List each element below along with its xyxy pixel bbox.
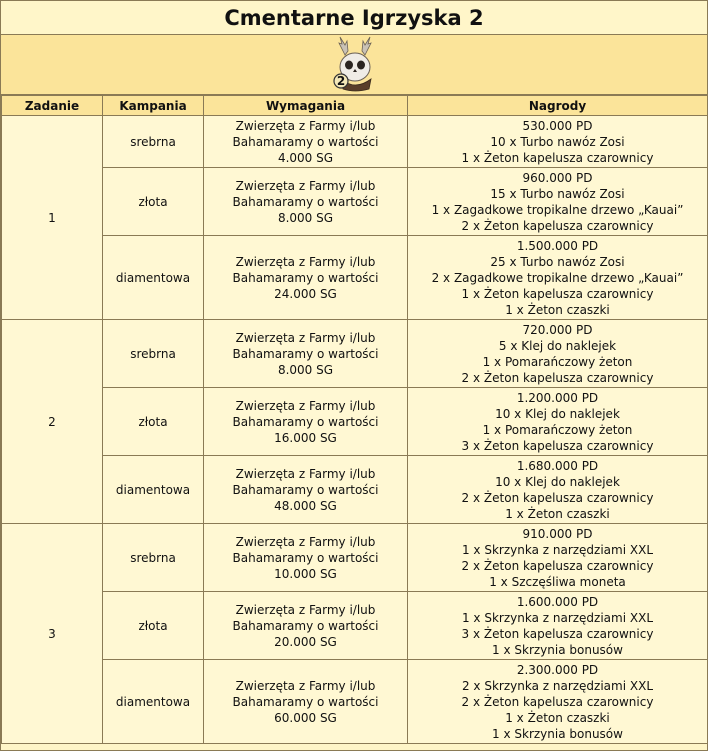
rewards-cell	[408, 236, 708, 320]
page-title: Cmentarne Igrzyska 2	[1, 1, 707, 35]
requirement-line: 24.000 SG	[274, 286, 337, 301]
reward-line: 910.000 PD	[522, 526, 593, 541]
reward-line: 2.300.000 PD	[516, 662, 599, 677]
requirement-line: Zwierzęta z Farmy i/lub	[235, 330, 376, 345]
reward-line: 2 x Żeton kapelusza czarownicy	[461, 558, 654, 573]
reward-line: 2 x Żeton kapelusza czarownicy	[461, 490, 654, 505]
table-row	[2, 660, 708, 744]
reward-line: 10 x Klej do naklejek	[495, 474, 620, 489]
requirement-line: Zwierzęta z Farmy i/lub	[235, 118, 376, 133]
requirement-line: 60.000 SG	[274, 710, 337, 725]
reward-line: 2 x Żeton kapelusza czarownicy	[461, 218, 654, 233]
event-banner	[1, 35, 707, 95]
task-number: 3	[2, 524, 103, 744]
requirement-line: Zwierzęta z Farmy i/lub	[235, 254, 376, 269]
reward-line: 1 x Żeton czaszki	[505, 506, 610, 521]
task-number: 1	[2, 116, 103, 320]
requirements-cell	[204, 236, 408, 320]
campaign-cell: srebrna	[103, 320, 204, 388]
reward-line: 1.680.000 PD	[516, 458, 599, 473]
requirement-line: Zwierzęta z Farmy i/lub	[235, 398, 376, 413]
campaign-cell: złota	[103, 388, 204, 456]
requirement-line: Zwierzęta z Farmy i/lub	[235, 178, 376, 193]
header-zadanie: Zadanie	[2, 96, 103, 116]
rewards-cell	[408, 456, 708, 524]
requirement-line: 10.000 SG	[274, 566, 337, 581]
requirements-cell	[204, 116, 408, 168]
reward-line: 1 x Zagadkowe tropikalne drzewo „Kauai”	[431, 202, 684, 217]
reward-line: 1 x Żeton kapelusza czarownicy	[461, 286, 654, 301]
reward-line: 10 x Klej do naklejek	[495, 406, 620, 421]
reward-line: 25 x Turbo nawóz Zosi	[490, 254, 625, 269]
requirement-line: Bahamaramy o wartości	[232, 346, 379, 361]
requirement-line: Zwierzęta z Farmy i/lub	[235, 602, 376, 617]
requirement-line: Bahamaramy o wartości	[232, 414, 379, 429]
reward-line: 1 x Skrzynka z narzędziami XXL	[461, 610, 654, 625]
table-row	[2, 236, 708, 320]
requirement-line: Zwierzęta z Farmy i/lub	[235, 466, 376, 481]
header-nagrody: Nagrody	[408, 96, 708, 116]
requirement-line: 4.000 SG	[277, 150, 334, 165]
requirement-line: 48.000 SG	[274, 498, 337, 513]
reward-line: 960.000 PD	[522, 170, 593, 185]
reward-line: 1 x Skrzynia bonusów	[492, 726, 623, 741]
rewards-cell	[408, 320, 708, 388]
table-header-row	[2, 96, 708, 116]
requirement-line: Bahamaramy o wartości	[232, 482, 379, 497]
campaign-cell: złota	[103, 592, 204, 660]
requirement-line: Bahamaramy o wartości	[232, 194, 379, 209]
header-wymagania: Wymagania	[204, 96, 408, 116]
reward-line: 1 x Szczęśliwa moneta	[489, 574, 626, 589]
requirements-cell	[204, 456, 408, 524]
requirements-cell	[204, 592, 408, 660]
rewards-cell	[408, 388, 708, 456]
rewards-cell	[408, 660, 708, 744]
requirement-line: Zwierzęta z Farmy i/lub	[235, 678, 376, 693]
reward-line: 15 x Turbo nawóz Zosi	[490, 186, 625, 201]
reward-line: 3 x Żeton kapelusza czarownicy	[461, 438, 654, 453]
reward-line: 720.000 PD	[522, 322, 593, 337]
rewards-cell	[408, 592, 708, 660]
rewards-cell	[408, 524, 708, 592]
reward-line: 3 x Żeton kapelusza czarownicy	[461, 626, 654, 641]
requirements-cell	[204, 524, 408, 592]
reward-line: 1 x Żeton czaszki	[505, 710, 610, 725]
table-row	[2, 524, 708, 592]
requirement-line: Zwierzęta z Farmy i/lub	[235, 534, 376, 549]
table-row	[2, 168, 708, 236]
rewards-cell	[408, 116, 708, 168]
campaign-cell: diamentowa	[103, 456, 204, 524]
campaign-cell: diamentowa	[103, 236, 204, 320]
reward-line: 2 x Zagadkowe tropikalne drzewo „Kauai”	[431, 270, 684, 285]
campaign-cell: diamentowa	[103, 660, 204, 744]
reward-line: 1.500.000 PD	[516, 238, 599, 253]
requirement-line: 8.000 SG	[277, 362, 334, 377]
reward-line: 5 x Klej do naklejek	[498, 338, 617, 353]
requirement-line: Bahamaramy o wartości	[232, 618, 379, 633]
reward-line: 1 x Pomarańczowy żeton	[482, 354, 633, 369]
badge-number: 2	[336, 74, 346, 88]
reward-line: 530.000 PD	[522, 118, 593, 133]
reward-line: 2 x Żeton kapelusza czarownicy	[461, 370, 654, 385]
requirement-line: Bahamaramy o wartości	[232, 134, 379, 149]
requirement-line: 20.000 SG	[274, 634, 337, 649]
reward-line: 1 x Żeton czaszki	[505, 302, 610, 317]
reward-line: 1 x Skrzynka z narzędziami XXL	[461, 542, 654, 557]
requirement-line: Bahamaramy o wartości	[232, 694, 379, 709]
reward-line: 1 x Żeton kapelusza czarownicy	[461, 150, 654, 165]
requirement-line: 16.000 SG	[274, 430, 337, 445]
table-row	[2, 456, 708, 524]
reward-line: 1 x Skrzynia bonusów	[492, 642, 623, 657]
table-row	[2, 320, 708, 388]
table-row	[2, 592, 708, 660]
reward-line: 1.200.000 PD	[516, 390, 599, 405]
header-kampania: Kampania	[103, 96, 204, 116]
rewards-cell	[408, 168, 708, 236]
requirement-line: Bahamaramy o wartości	[232, 550, 379, 565]
requirements-cell	[204, 660, 408, 744]
requirements-cell	[204, 168, 408, 236]
reward-line: 1 x Pomarańczowy żeton	[482, 422, 633, 437]
campaign-cell: złota	[103, 168, 204, 236]
requirements-cell	[204, 320, 408, 388]
requirement-line: 8.000 SG	[277, 210, 334, 225]
reward-line: 2 x Żeton kapelusza czarownicy	[461, 694, 654, 709]
rewards-table	[1, 95, 708, 744]
reward-line: 1.600.000 PD	[516, 594, 599, 609]
campaign-cell: srebrna	[103, 116, 204, 168]
requirement-line: Bahamaramy o wartości	[232, 270, 379, 285]
campaign-cell: srebrna	[103, 524, 204, 592]
table-row	[2, 116, 708, 168]
reward-line: 10 x Turbo nawóz Zosi	[490, 134, 625, 149]
requirements-cell	[204, 388, 408, 456]
reward-line: 2 x Skrzynka z narzędziami XXL	[461, 678, 654, 693]
table-row	[2, 388, 708, 456]
task-number: 2	[2, 320, 103, 524]
